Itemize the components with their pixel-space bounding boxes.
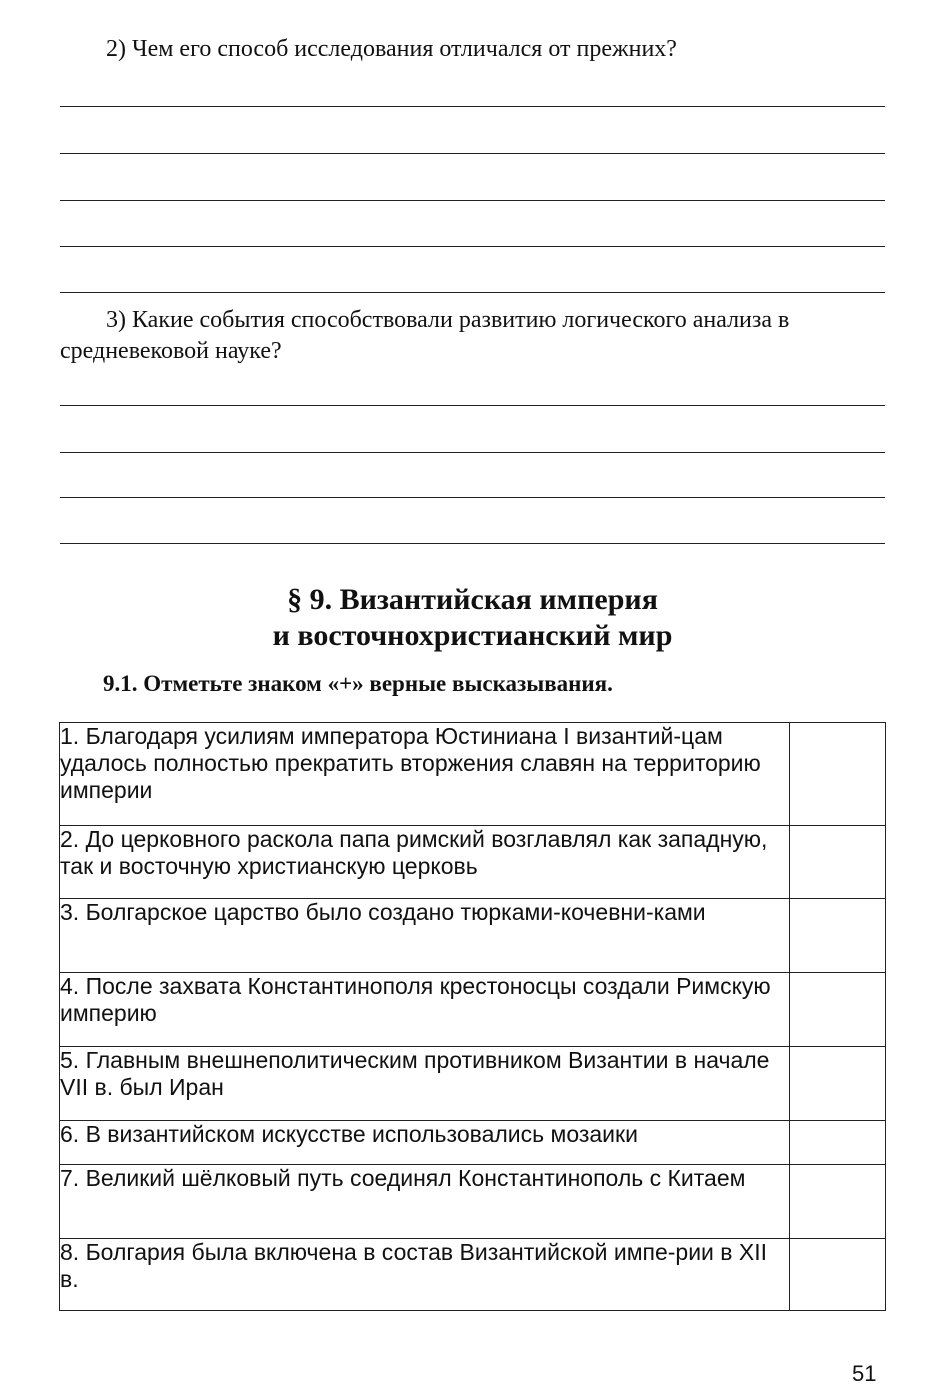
answer-line[interactable] (60, 543, 885, 544)
answer-cell[interactable] (790, 826, 886, 899)
statement-text: 2. До церковного раскола папа римский возглавлял как западную, так и восточную христианскую церковь (60, 826, 790, 899)
statement-text: 1. Благодаря усилиям императора Юстиниана I византий-цам удалось полностью прекратить вторжения славян на территорию империи (60, 723, 790, 826)
table-row (60, 899, 886, 973)
answer-line[interactable] (60, 200, 885, 201)
question-3: 3) Какие события способствовали развитию логического анализа в средневековой науке? (60, 307, 790, 364)
statement-text: 8. Болгария была включена в состав Византийской импе-рии в XII в. (60, 1239, 790, 1311)
table-row (60, 1047, 886, 1121)
section-title-line2: и восточнохристианский мир (272, 619, 673, 652)
table-row (60, 1239, 886, 1311)
answer-cell[interactable] (790, 1047, 886, 1121)
answer-line[interactable] (60, 452, 885, 453)
question-2: 2) Чем его способ исследования отличался от прежних? (106, 36, 677, 62)
statement-text: 5. Главным внешнеполитическим противником Византии в начале VII в. был Иран (60, 1047, 790, 1121)
statement-text: 4. После захвата Константинополя крестоносцы создали Римскую империю (60, 973, 790, 1047)
answer-cell[interactable] (790, 723, 886, 826)
page-number: 51 (852, 1361, 877, 1386)
table-row (60, 723, 886, 826)
section-title-line1: § 9. Византийская империя (287, 583, 658, 616)
answer-line[interactable] (60, 153, 885, 154)
statement-text: 3. Болгарское царство было создано тюрками-кочевни-ками (60, 899, 790, 973)
statement-text: 6. В византийском искусстве использовались мозаики (60, 1121, 790, 1165)
answer-line[interactable] (60, 106, 885, 107)
answer-cell[interactable] (790, 899, 886, 973)
answer-cell[interactable] (790, 1121, 886, 1165)
statement-text: 7. Великий шёлковый путь соединял Константинополь с Китаем (60, 1165, 790, 1239)
table-row (60, 1121, 886, 1165)
answer-line[interactable] (60, 405, 885, 406)
answer-cell[interactable] (790, 973, 886, 1047)
statements-table (59, 722, 886, 1311)
answer-line[interactable] (60, 246, 885, 247)
answer-cell[interactable] (790, 1239, 886, 1311)
answer-line[interactable] (60, 292, 885, 293)
table-row (60, 826, 886, 899)
table-row (60, 1165, 886, 1239)
answer-line[interactable] (60, 497, 885, 498)
answer-cell[interactable] (790, 1165, 886, 1239)
table-row (60, 973, 886, 1047)
task-heading: 9.1. Отметьте знаком «+» верные высказывания. (103, 671, 613, 696)
